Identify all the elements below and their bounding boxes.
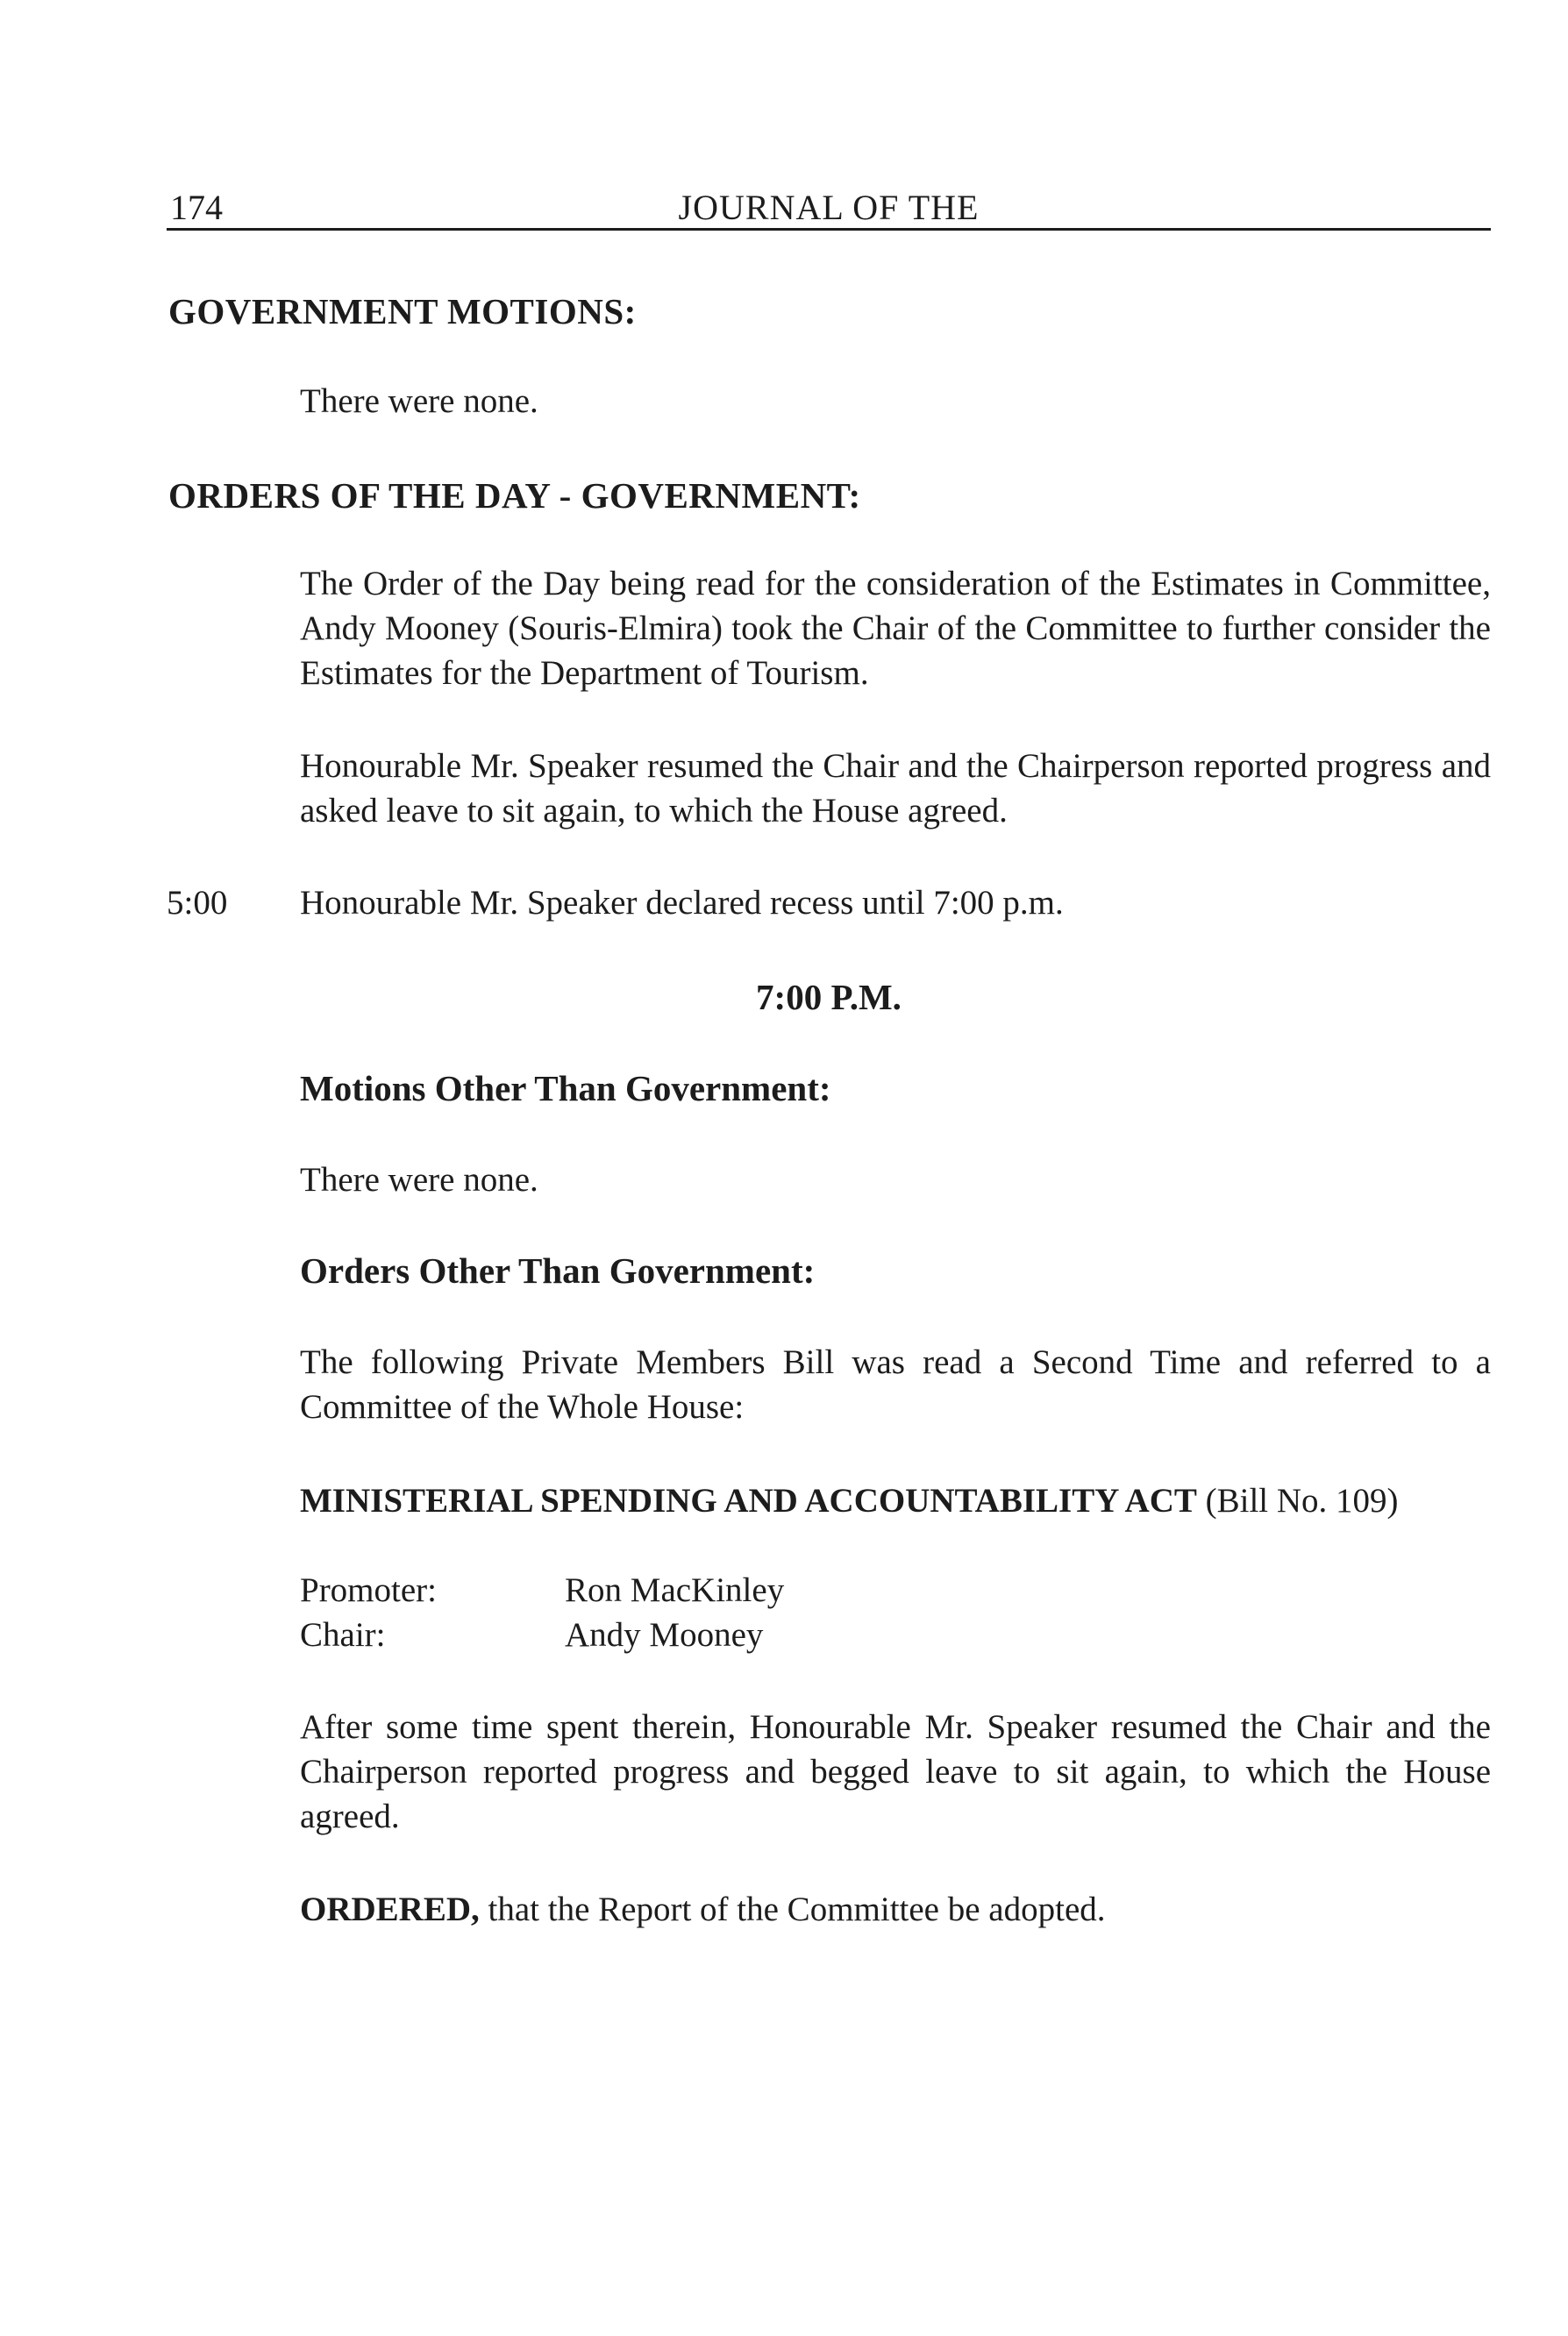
- orders-of-the-day-heading: ORDERS OF THE DAY - GOVERNMENT:: [168, 475, 861, 516]
- chair-label: Chair:: [300, 1616, 386, 1654]
- orders-of-the-day-para-1: The Order of the Day being read for the consideration of the Estimates in Committee, Andy Mooney (Souris-Elmira) took the Chair of the Committee to further consider the Estimates for the Department of Tourism.: [300, 565, 1491, 692]
- ordered-label: ORDERED,: [300, 1891, 480, 1928]
- recess-text: Honourable Mr. Speaker declared recess until 7:00 p.m.: [300, 884, 1064, 922]
- running-head: [167, 186, 1491, 230]
- motions-other-text: There were none.: [300, 1161, 538, 1199]
- ordered-text: that the Report of the Committee be adopted.: [488, 1891, 1106, 1928]
- orders-other-heading: Orders Other Than Government:: [300, 1250, 816, 1291]
- recess-time: 5:00: [167, 884, 228, 922]
- orders-other-intro: The following Private Members Bill was read a Second Time and referred to a Committee of the Whole House:: [300, 1343, 1491, 1426]
- after-text: After some time spent therein, Honourable Mr. Speaker resumed the Chair and the Chairperson reported progress and begged leave to sit again, to which the House agreed.: [300, 1708, 1491, 1835]
- promoter-value: Ron MacKinley: [565, 1571, 785, 1609]
- journal-title: JOURNAL OF THE: [678, 188, 980, 227]
- bill-number: (Bill No. 109): [1205, 1482, 1399, 1520]
- bill-heading: [300, 1478, 1491, 1523]
- ordered-line: [300, 1887, 1491, 1932]
- promoter-label: Promoter:: [300, 1571, 437, 1609]
- orders-of-the-day-para-2: Honourable Mr. Speaker resumed the Chair and the Chairperson reported progress and asked leave to sit again, to which the House agreed.: [300, 747, 1491, 830]
- motions-other-heading: Motions Other Than Government:: [300, 1068, 831, 1108]
- government-motions-heading: GOVERNMENT MOTIONS:: [168, 291, 637, 331]
- header-rule: [167, 228, 1491, 231]
- chair-value: Andy Mooney: [565, 1616, 764, 1654]
- bill-title: MINISTERIAL SPENDING AND ACCOUNTABILITY ACT: [300, 1482, 1197, 1520]
- evening-time: 7:00 P.M.: [756, 977, 902, 1017]
- page-number: 174: [170, 188, 223, 227]
- government-motions-text: There were none.: [300, 382, 538, 420]
